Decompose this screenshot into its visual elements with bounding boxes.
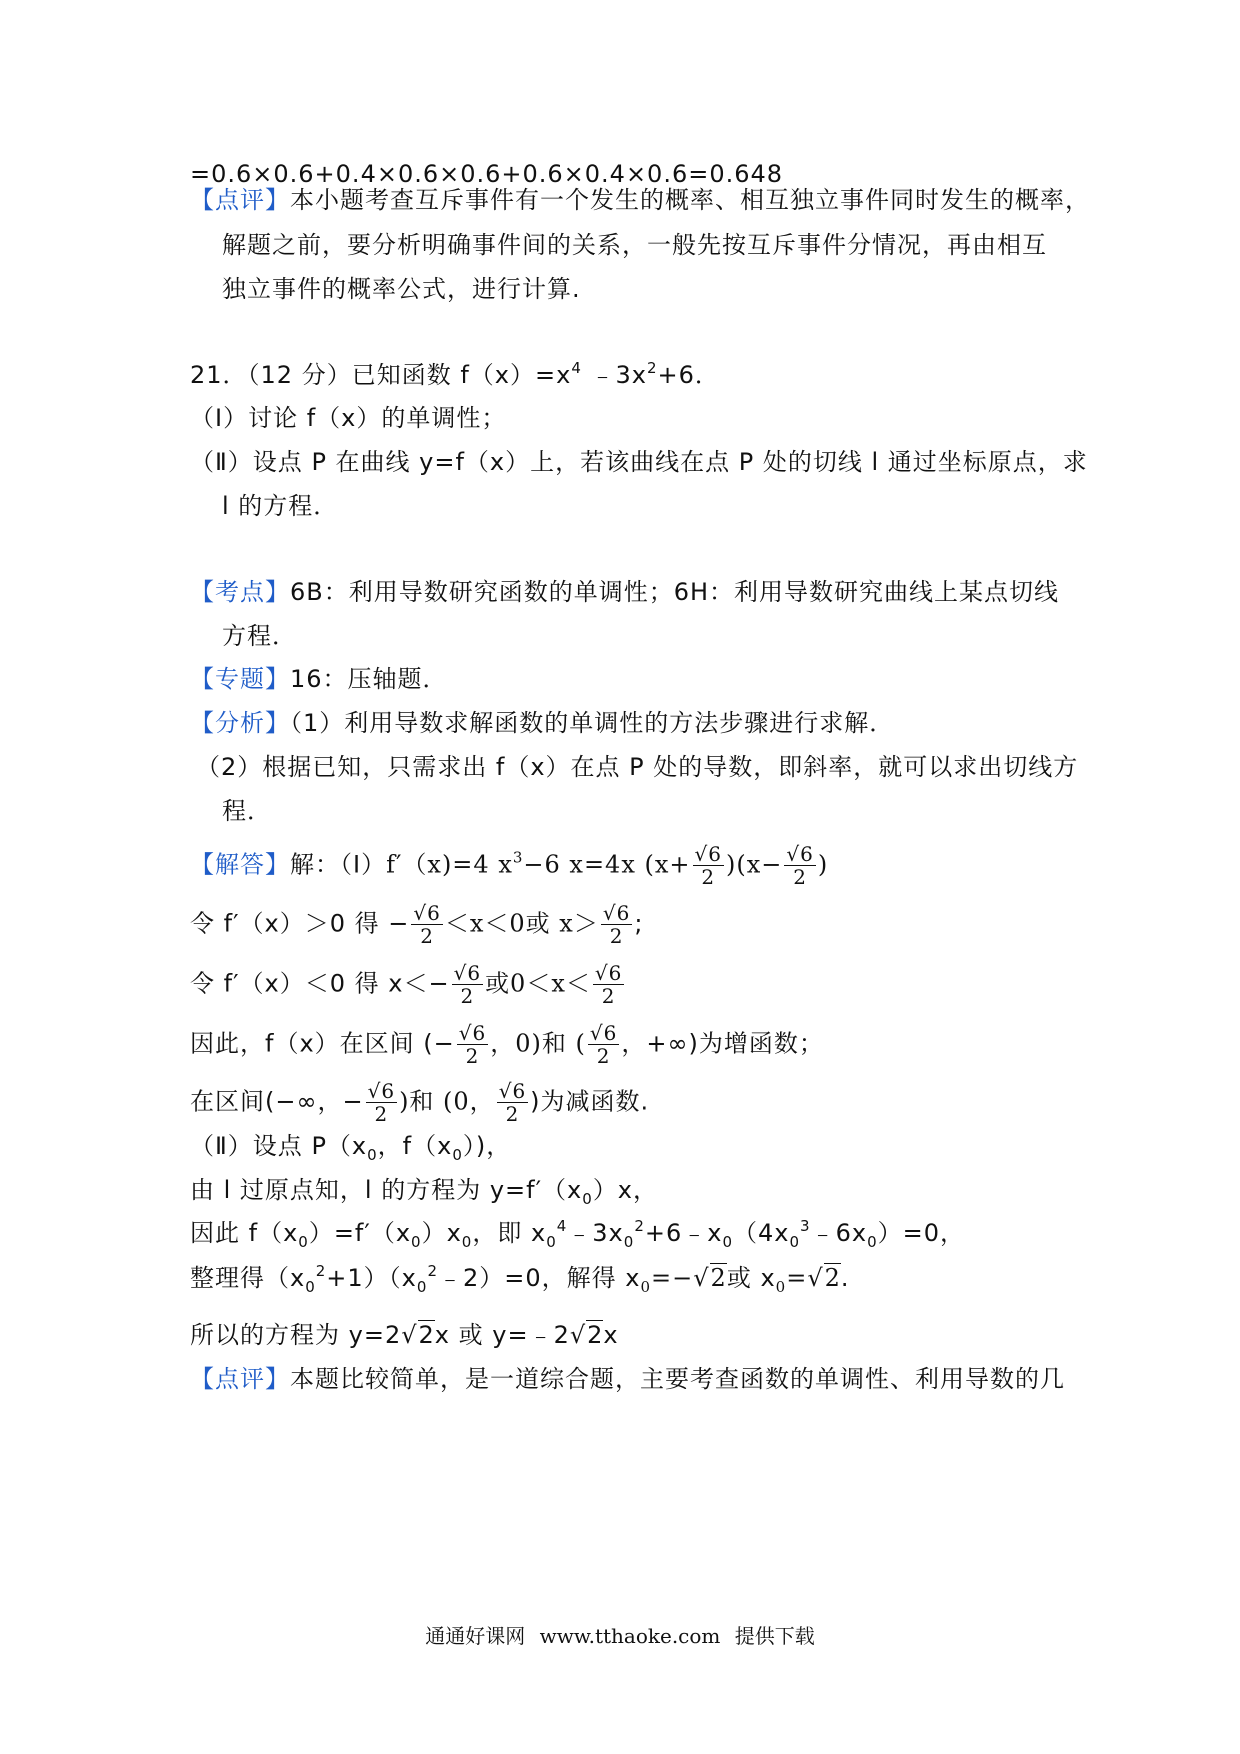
answer-text: 令 f′（x）＜0 得 x＜− — [190, 969, 450, 998]
answer-text: 由 l 过原点知，l 的方程为 y=f′（x — [190, 1176, 583, 1204]
kaodian-text: 6B：利用导数研究函数的单调性；6H：利用导数研究曲线上某点切线 — [290, 578, 1060, 606]
subscript: 0 — [546, 1233, 557, 1251]
subscript: 0 — [867, 1233, 878, 1251]
subscript: 0 — [411, 1233, 422, 1251]
fraction-sqrt6-over-2: $\frac{√6}{2}$ — [367, 1079, 396, 1126]
subscript: 0 — [461, 1233, 473, 1251]
exponent: 3 — [512, 848, 524, 867]
exponent: 4 — [556, 1217, 568, 1235]
answer-text: ＜x＜0或 x＞ — [444, 909, 599, 938]
subscript: 0 — [367, 1146, 378, 1164]
answer-line-6 — [190, 1129, 511, 1163]
fraction-sqrt6-over-2: $\frac{√6}{2}$ — [594, 961, 623, 1008]
answer-line-10 — [190, 1318, 619, 1352]
fenxi-line-3 — [222, 794, 272, 828]
answer-text: x 或 y=﹣2 — [434, 1321, 570, 1349]
fraction-sqrt6-over-2: $\frac{√6}{2}$ — [458, 1021, 487, 1068]
sqrt-2: √2 — [693, 1264, 727, 1292]
fraction-sqrt6-over-2: $\frac{√6}{2}$ — [589, 1021, 618, 1068]
answer-text: ）=f′（x — [308, 1219, 412, 1247]
answer-tag: 【解答】 — [190, 850, 290, 879]
answer-text: )和 (0， — [399, 1087, 495, 1116]
kaodian-line — [190, 575, 1059, 609]
answer-text: +1）（x — [326, 1264, 417, 1292]
answer-text: 因此 f（x — [190, 1219, 299, 1247]
answer-line-8 — [190, 1216, 965, 1250]
comment-tag: 【点评】 — [190, 1365, 290, 1393]
answer-line-5 — [190, 1080, 649, 1125]
question-text: （Ⅱ）设点 P 在曲线 y=f（x）上，若该曲线在点 P 处的切线 l 通过坐标原点，求 — [190, 448, 1088, 476]
answer-text: ，+∞)为增函数； — [621, 1029, 824, 1058]
page-footer — [0, 1620, 1240, 1649]
derivative-expr: ) — [817, 850, 829, 879]
footer-url[interactable]: www.tthaoke.com — [539, 1624, 721, 1648]
derivative-expr: f′（x)=4 x — [386, 850, 513, 879]
fraction-sqrt6-over-2: $\frac{√6}{2}$ — [602, 901, 631, 948]
comment-line-2 — [222, 228, 1047, 262]
answer-text: 所以的方程为 y=2 — [190, 1321, 402, 1349]
answer-text: ﹣6x — [810, 1219, 868, 1247]
question-text: l 的方程． — [222, 492, 339, 520]
exponent: 2 — [315, 1262, 327, 1280]
comment-line-3 — [222, 272, 581, 306]
exponent: 2 — [427, 1262, 438, 1280]
exponent: 2 — [634, 1217, 645, 1235]
fraction-sqrt6-over-2: $\frac{√6}{2}$ — [786, 842, 814, 889]
fenxi-text: （2）根据已知，只需求出 f（x）在点 P 处的导数，即斜率，就可以求出切线方 — [196, 753, 1079, 781]
zhuanti-line — [190, 662, 448, 696]
answer-line-1 — [190, 843, 828, 888]
question-text: 21．（12 分）已知函数 f（x）=x — [190, 361, 572, 389]
subscript: 0 — [305, 1278, 316, 1296]
sqrt-2: √2 — [569, 1321, 604, 1349]
fenxi-text: 程． — [222, 797, 272, 825]
comment-tag: 【点评】 — [190, 186, 290, 214]
answer-text: x — [603, 1321, 619, 1349]
answer-text: （Ⅱ）设点 P（x — [190, 1132, 368, 1160]
fenxi-line-2 — [196, 750, 1078, 784]
answer-text: =− — [651, 1264, 694, 1292]
footer-note: 提供下载 — [734, 1624, 815, 1648]
comment-line — [190, 183, 1090, 217]
answer-text: 整理得（x — [190, 1264, 306, 1292]
fraction-sqrt6-over-2: $\frac{√6}{2}$ — [413, 901, 441, 948]
fenxi-text: （1）利用导数求解函数的单调性的方法步骤进行求解． — [290, 709, 895, 737]
answer-text: +6﹣x — [644, 1219, 723, 1247]
comment-text: 本小题考查互斥事件有一个发生的概率、相互独立事件同时发生的概率， — [290, 186, 1090, 214]
fenxi-line — [190, 706, 894, 740]
question-part-2-cont — [222, 489, 338, 523]
comment-text: 独立事件的概率公式，进行计算. — [222, 275, 581, 303]
fenxi-tag: 【分析】 — [190, 709, 290, 737]
subscript: 0 — [582, 1190, 593, 1208]
subscript: 0 — [416, 1278, 428, 1296]
answer-text: ）x， — [592, 1176, 659, 1204]
question-text: （Ⅰ）讨论 f（x）的单调性； — [190, 404, 507, 432]
subscript: 0 — [789, 1233, 801, 1251]
question-part-1 — [190, 401, 506, 435]
sqrt-2: √2 — [807, 1264, 841, 1292]
answer-text: ，f（x — [377, 1132, 453, 1160]
answer-text: ，即 x — [472, 1219, 547, 1247]
fraction-sqrt6-over-2: $\frac{√6}{2}$ — [694, 842, 722, 889]
answer-text: 在区间(−∞，− — [190, 1087, 364, 1116]
subscript: 0 — [640, 1278, 652, 1296]
question-part-2 — [190, 445, 1088, 479]
answer-line-4 — [190, 1022, 824, 1067]
footer-site-name: 通通好课网 — [425, 1624, 526, 1648]
fraction-sqrt6-over-2: $\frac{√6}{2}$ — [498, 1079, 527, 1126]
comment-text: 本题比较简单，是一道综合题，主要考查函数的单调性、利用导数的几 — [290, 1365, 1065, 1393]
comment-line-final — [190, 1362, 1065, 1396]
question-title — [190, 358, 720, 392]
answer-text: ）x — [421, 1219, 462, 1247]
exponent: 2 — [646, 359, 658, 377]
answer-text: )为减函数. — [530, 1087, 650, 1116]
answer-text: 因此，f（x）在区间 (− — [190, 1029, 455, 1058]
answer-text: ）=0， — [877, 1219, 965, 1247]
answer-line-7 — [190, 1173, 658, 1207]
subscript: 0 — [623, 1233, 635, 1251]
kaodian-text: 方程． — [222, 622, 297, 650]
exponent: 3 — [800, 1217, 811, 1235]
answer-text: 解：（Ⅰ） — [290, 850, 387, 879]
derivative-expr: −6 x=4x (x+ — [523, 850, 691, 879]
subscript: 0 — [298, 1233, 309, 1251]
zhuanti-tag: 【专题】 — [190, 665, 290, 693]
probability-equation: =0.6×0.6+0.4×0.6×0.6+0.6×0.4×0.6=0.648 — [190, 160, 784, 188]
question-text: +6． — [657, 361, 720, 389]
answer-line-3 — [190, 962, 626, 1007]
answer-text: ﹣3x — [567, 1219, 624, 1247]
answer-text: ，0)和 ( — [490, 1029, 586, 1058]
answer-text: 令 f′（x）＞0 得 − — [190, 909, 410, 938]
answer-text: ）)， — [462, 1132, 512, 1160]
zhuanti-text: 16：压轴题． — [290, 665, 448, 693]
kaodian-line-2 — [222, 619, 297, 653]
subscript: 0 — [452, 1146, 463, 1164]
kaodian-tag: 【考点】 — [190, 578, 290, 606]
answer-text: = — [786, 1264, 808, 1292]
derivative-expr: )(x− — [725, 850, 783, 879]
answer-text: ; — [634, 909, 644, 938]
answer-line-9 — [190, 1261, 850, 1295]
comment-text: 解题之前，要分析明确事件间的关系，一般先按互斥事件分情况，再由相互 — [222, 231, 1047, 259]
exponent: 4 — [571, 359, 582, 377]
subscript: 0 — [722, 1233, 733, 1251]
question-text: ﹣3x — [581, 361, 647, 389]
answer-line-2 — [190, 902, 643, 947]
answer-text: 或0＜x＜ — [485, 969, 591, 998]
subscript: 0 — [775, 1278, 787, 1296]
answer-text: （4x — [733, 1219, 790, 1247]
answer-text: 或 x — [726, 1264, 776, 1292]
fraction-sqrt6-over-2: $\frac{√6}{2}$ — [453, 961, 482, 1008]
answer-text: ﹣2）=0，解得 x — [437, 1264, 641, 1292]
sqrt-2: √2 — [401, 1321, 435, 1349]
answer-text: . — [840, 1264, 850, 1292]
